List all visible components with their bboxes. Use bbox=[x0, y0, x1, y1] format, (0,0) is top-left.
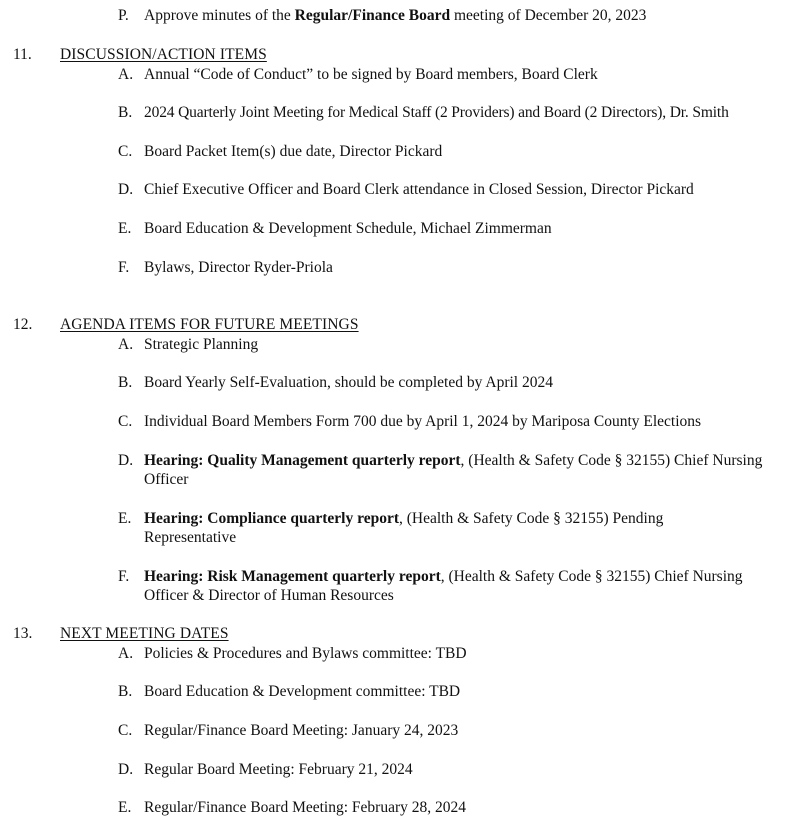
item-letter: B. bbox=[118, 374, 133, 391]
item-letter: F. bbox=[118, 568, 130, 585]
item-letter: E. bbox=[118, 799, 132, 816]
item-text: Board Packet Item(s) due date, Director Pickard bbox=[144, 143, 443, 160]
item-text: Policies & Procedures and Bylaws committee: TBD bbox=[144, 645, 467, 662]
item-bold-text: Hearing: Risk Management quarterly report bbox=[144, 568, 441, 585]
section-number: 13. bbox=[13, 625, 33, 642]
item-text-rest: , (Health & Safety Code § 32155) Pending Representative bbox=[144, 510, 664, 546]
section-title: DISCUSSION/ACTION ITEMS bbox=[60, 46, 267, 63]
item-text-rest: , (Health & Safety Code § 32155) Chief Nursing Officer bbox=[144, 452, 763, 488]
item-letter: C. bbox=[118, 143, 133, 160]
item-letter: E. bbox=[118, 220, 132, 237]
section-number: 12. bbox=[13, 316, 33, 333]
item-text: Board Education & Development committee: TBD bbox=[144, 683, 461, 700]
item-text: Individual Board Members Form 700 due by April 1, 2024 by Mariposa County Elections bbox=[144, 413, 702, 430]
item-text: Regular/Finance Board Meeting: January 24, 2023 bbox=[144, 722, 459, 739]
item-text: Annual “Code of Conduct” to be signed by Board members, Board Clerk bbox=[144, 66, 598, 83]
item-text: Chief Executive Officer and Board Clerk attendance in Closed Session, Director Pickard bbox=[144, 181, 694, 198]
item-text bbox=[144, 567, 774, 605]
item-letter: P. bbox=[118, 7, 129, 24]
section-title: AGENDA ITEMS FOR FUTURE MEETINGS bbox=[60, 316, 359, 333]
item-text: Board Education & Development Schedule, Michael Zimmerman bbox=[144, 220, 552, 237]
item-text bbox=[144, 451, 774, 489]
item-bold-text: Hearing: Quality Management quarterly report bbox=[144, 452, 461, 469]
item-letter: C. bbox=[118, 722, 133, 739]
item-letter: B. bbox=[118, 683, 133, 700]
item-text: Strategic Planning bbox=[144, 336, 259, 353]
item-letter: C. bbox=[118, 413, 133, 430]
item-text: 2024 Quarterly Joint Meeting for Medical Staff (2 Providers) and Board (2 Directors), Dr. Smith bbox=[144, 104, 729, 121]
item-letter: A. bbox=[118, 645, 134, 662]
item-letter: A. bbox=[118, 336, 134, 353]
item-text-rest: , (Health & Safety Code § 32155) Chief Nursing Officer & Director of Human Resources bbox=[144, 568, 743, 604]
section-number: 11. bbox=[13, 46, 32, 63]
item-letter: D. bbox=[118, 181, 134, 198]
item-text: Regular/Finance Board Meeting: February 28, 2024 bbox=[144, 799, 466, 816]
item-letter: D. bbox=[118, 761, 134, 778]
item-bold-text: Hearing: Compliance quarterly report bbox=[144, 510, 399, 527]
section-title: NEXT MEETING DATES bbox=[60, 625, 229, 642]
item-text: Board Yearly Self-Evaluation, should be completed by April 2024 bbox=[144, 374, 553, 391]
item-text: Regular Board Meeting: February 21, 2024 bbox=[144, 761, 413, 778]
item-text-before: Approve minutes of the bbox=[144, 7, 295, 24]
item-text bbox=[144, 6, 789, 25]
item-text bbox=[144, 509, 704, 547]
item-letter: A. bbox=[118, 66, 134, 83]
item-letter: D. bbox=[118, 452, 134, 469]
item-letter: E. bbox=[118, 510, 132, 527]
item-letter: F. bbox=[118, 259, 130, 276]
item-text: Bylaws, Director Ryder-Priola bbox=[144, 259, 333, 276]
item-text-after: meeting of December 20, 2023 bbox=[450, 7, 647, 24]
item-bold-text: Regular/Finance Board bbox=[294, 7, 451, 24]
item-letter: B. bbox=[118, 104, 133, 121]
